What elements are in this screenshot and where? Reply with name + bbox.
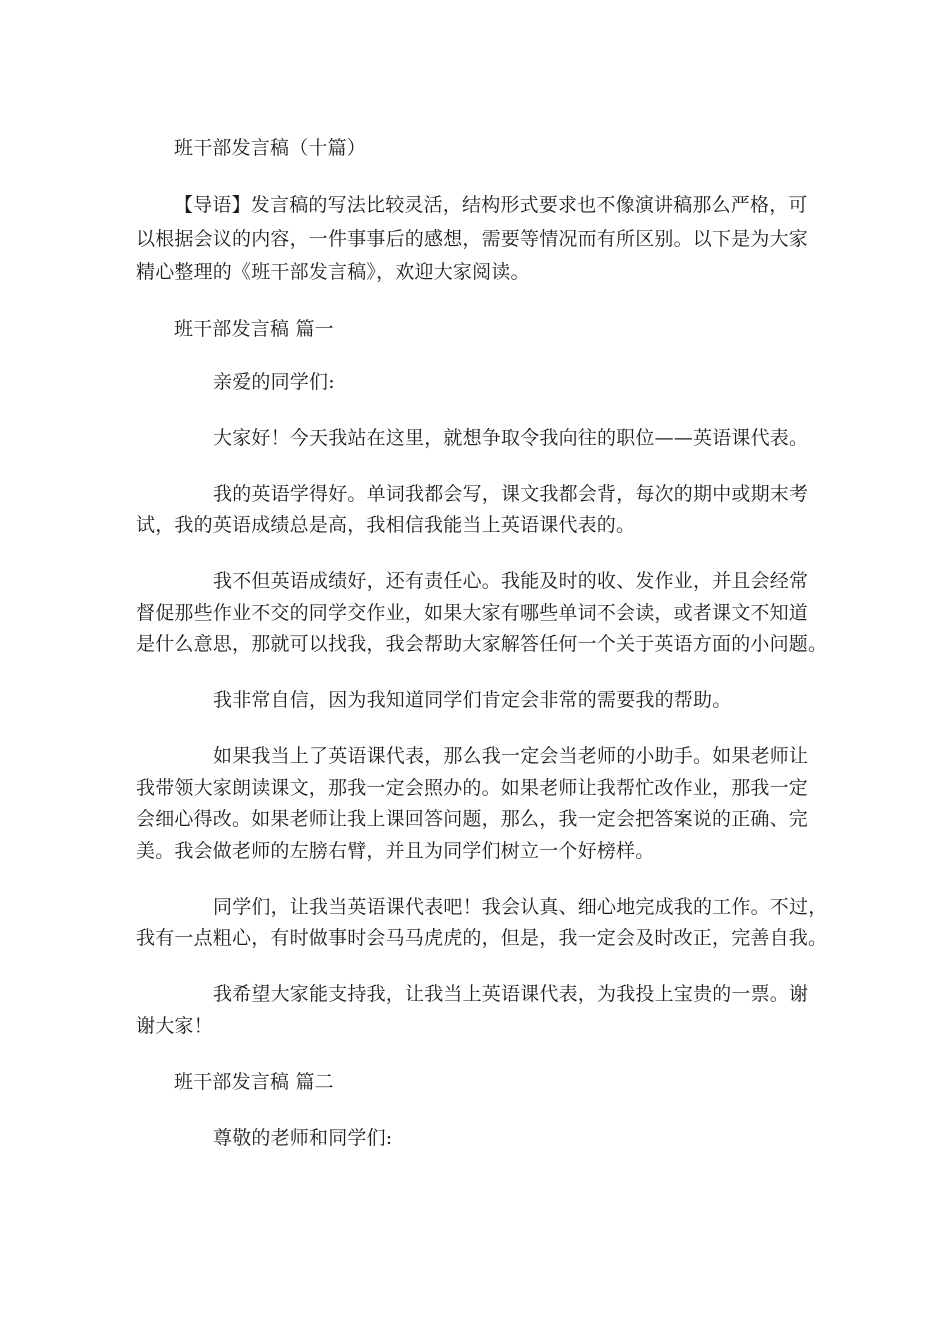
- section-heading-2: 班干部发言稿 篇二: [174, 1071, 334, 1093]
- greeting-2: 尊敬的老师和同学们:: [213, 1127, 393, 1149]
- paragraph-7-line-2: 谢大家！: [136, 1015, 213, 1037]
- section-heading-1: 班干部发言稿 篇一: [174, 318, 334, 340]
- paragraph-2-line-2: 试，我的英语成绩总是高，我相信我能当上英语课代表的。: [136, 514, 636, 536]
- paragraph-7-line-1: 我希望大家能支持我，让我当上英语课代表，为我投上宝贵的一票。谢: [213, 983, 809, 1005]
- paragraph-3-line-2: 督促那些作业不交的同学交作业，如果大家有哪些单词不会读，或者课文不知道: [136, 602, 809, 624]
- greeting-1: 亲爱的同学们:: [213, 371, 335, 393]
- paragraph-5-line-3: 会细心得改。如果老师让我上课回答问题，那么，我一定会把答案说的正确、完: [136, 808, 809, 830]
- paragraph-4-line-1: 我非常自信，因为我知道同学们肯定会非常的需要我的帮助。: [213, 689, 732, 711]
- intro-line-2: 以根据会议的内容，一件事事后的感想，需要等情况而有所区别。以下是为大家: [136, 228, 809, 250]
- paragraph-5-line-2: 我带领大家朗读课文，那我一定会照办的。如果老师让我帮忙改作业，那我一定: [136, 777, 809, 799]
- paragraph-1-line-1: 大家好！今天我站在这里，就想争取令我向往的职位——英语课代表。: [213, 427, 809, 449]
- paragraph-5-line-4: 美。我会做老师的左膀右臂，并且为同学们树立一个好榜样。: [136, 840, 655, 862]
- intro-line-1: 【导语】发言稿的写法比较灵活，结构形式要求也不像演讲稿那么严格，可: [174, 194, 808, 216]
- paragraph-6-line-1: 同学们，让我当英语课代表吧！我会认真、细心地完成我的工作。不过，: [213, 896, 828, 918]
- paragraph-2-line-1: 我的英语学得好。单词我都会写，课文我都会背，每次的期中或期末考: [213, 483, 809, 505]
- document-title: 班干部发言稿（十篇）: [174, 137, 367, 159]
- intro-line-3: 精心整理的《班干部发言稿》，欢迎大家阅读。: [136, 261, 530, 283]
- paragraph-3-line-3: 是什么意思，那就可以找我，我会帮助大家解答任何一个关于英语方面的小问题。: [136, 633, 828, 655]
- paragraph-5-line-1: 如果我当上了英语课代表，那么我一定会当老师的小助手。如果老师让: [213, 745, 809, 767]
- paragraph-3-line-1: 我不但英语成绩好，还有责任心。我能及时的收、发作业，并且会经常: [213, 570, 809, 592]
- paragraph-6-line-2: 我有一点粗心，有时做事时会马马虎虎的，但是，我一定会及时改正，完善自我。: [136, 927, 828, 949]
